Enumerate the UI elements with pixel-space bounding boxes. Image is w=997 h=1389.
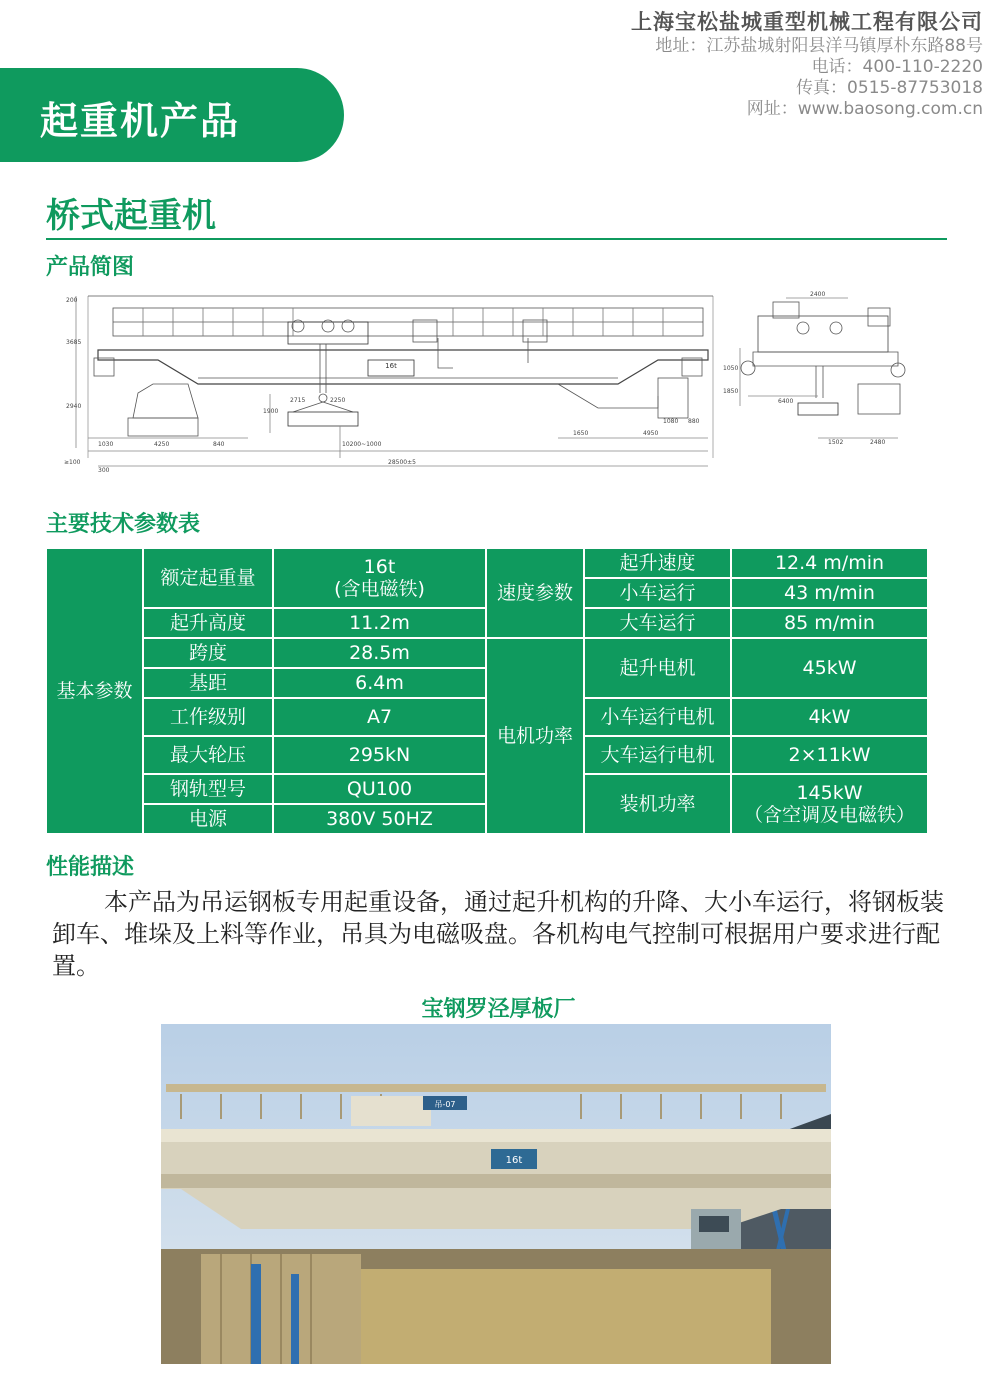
hoist-speed-value: 12.4 m/min (731, 548, 928, 578)
company-phone: 电话：400-110-2220 (811, 57, 983, 77)
crane-speed-label: 大车运行 (584, 608, 731, 638)
rail-value: QU100 (273, 774, 486, 804)
section-params-heading: 主要技术参数表 (46, 512, 201, 537)
installed-power-label: 装机功率 (584, 774, 731, 834)
drawing-plate-text: 16t (385, 362, 397, 370)
dim-4950: 4950 (643, 430, 659, 437)
lift-height-label: 起升高度 (143, 608, 273, 638)
crane-photo-svg (161, 1024, 831, 1364)
hoist-motor-label: 起升电机 (584, 638, 731, 698)
rated-load-value-line1: 16t (363, 556, 396, 578)
rail-label: 钢轨型号 (143, 774, 273, 804)
performance-description: 本产品为吊运钢板专用起重设备，通过起升机构的升降、大小车运行，将钢板装卸车、堆垛及上料等作业，吊具为电磁吸盘。各机构电气控制可根据用户要求进行配置。 (52, 888, 944, 980)
dim-2715: 2715 (290, 397, 306, 404)
lift-height-value: 11.2m (273, 608, 486, 638)
dim-1900: 1900 (263, 408, 279, 415)
title-divider (46, 238, 947, 240)
company-name: 上海宝松盐城重型机械工程有限公司 (631, 10, 983, 34)
rated-load-value-line2: (含电磁铁) (334, 578, 425, 600)
company-address: 地址：江苏盐城射阳县洋马镇厚朴东路88号 (655, 36, 983, 56)
dim-2940: 2940 (66, 403, 82, 410)
photo-caption: 宝钢罗泾厚板厂 (421, 997, 576, 1022)
dim-2480: 2480 (870, 439, 886, 446)
dim-840: 840 (213, 441, 225, 448)
section-diagram-heading: 产品简图 (46, 255, 135, 280)
dim-10200: 10200~1000 (342, 441, 382, 448)
dim-1050: 1050 (723, 365, 739, 372)
dim-880: 880 (688, 418, 700, 425)
dim-28500: 28500±5 (388, 459, 416, 466)
group-speed: 速度参数 (486, 548, 584, 638)
dim-2250: 2250 (330, 397, 346, 404)
wheel-load-value: 295kN (273, 736, 486, 774)
crane-speed-value: 85 m/min (731, 608, 928, 638)
span-label: 跨度 (143, 638, 273, 668)
crane-photo (161, 1024, 831, 1364)
crane-drawing-svg (58, 288, 928, 474)
installed-power-line1: 145kW (796, 782, 863, 804)
banner-title: 起重机产品 (40, 99, 241, 143)
wheelbase-value: 6.4m (273, 668, 486, 698)
hoist-speed-label: 起升速度 (584, 548, 731, 578)
dim-1850: 1850 (723, 388, 739, 395)
company-website: 网址：www.baosong.com.cn (746, 99, 983, 119)
dim-1030: 1030 (98, 441, 114, 448)
group-basic: 基本参数 (46, 548, 143, 834)
installed-power-value (731, 774, 928, 834)
dim-300: 300 (98, 467, 110, 474)
dim-1502: 1502 (828, 439, 844, 446)
trolley-motor-value: 4kW (731, 698, 928, 736)
dim-4250: 4250 (154, 441, 170, 448)
section-performance-heading: 性能描述 (46, 855, 135, 880)
dim-3685: 3685 (66, 339, 82, 346)
photo-sign-text: 吊-07 (434, 1100, 456, 1109)
duty-value: A7 (273, 698, 486, 736)
trolley-speed-label: 小车运行 (584, 578, 731, 608)
rated-load-value (273, 548, 486, 608)
company-fax: 传真：0515-87753018 (796, 78, 983, 98)
dim-1650: 1650 (573, 430, 589, 437)
dim-2400: 2400 (810, 291, 826, 298)
group-power: 电机功率 (486, 638, 584, 834)
hoist-motor-value: 45kW (731, 638, 928, 698)
installed-power-line2: （含空调及电磁铁） (743, 804, 915, 826)
power-source-label: 电源 (143, 804, 273, 834)
category-banner (0, 68, 344, 162)
spec-table (45, 547, 929, 835)
rated-load-label: 额定起重量 (143, 548, 273, 608)
crane-drawing (58, 288, 928, 474)
span-value: 28.5m (273, 638, 486, 668)
dim-200: 200 (66, 297, 78, 304)
crane-motor-value: 2×11kW (731, 736, 928, 774)
product-title: 桥式起重机 (46, 196, 216, 236)
dim-1080: 1080 (663, 418, 679, 425)
power-source-value: 380V 50HZ (273, 804, 486, 834)
wheelbase-label: 基距 (143, 668, 273, 698)
photo-plate-text: 16t (505, 1155, 523, 1166)
trolley-motor-label: 小车运行电机 (584, 698, 731, 736)
trolley-speed-value: 43 m/min (731, 578, 928, 608)
wheel-load-label: 最大轮压 (143, 736, 273, 774)
duty-label: 工作级别 (143, 698, 273, 736)
dim-100: ≥100 (64, 459, 81, 466)
company-info (503, 6, 983, 120)
dim-6400: 6400 (778, 398, 794, 405)
crane-motor-label: 大车运行电机 (584, 736, 731, 774)
